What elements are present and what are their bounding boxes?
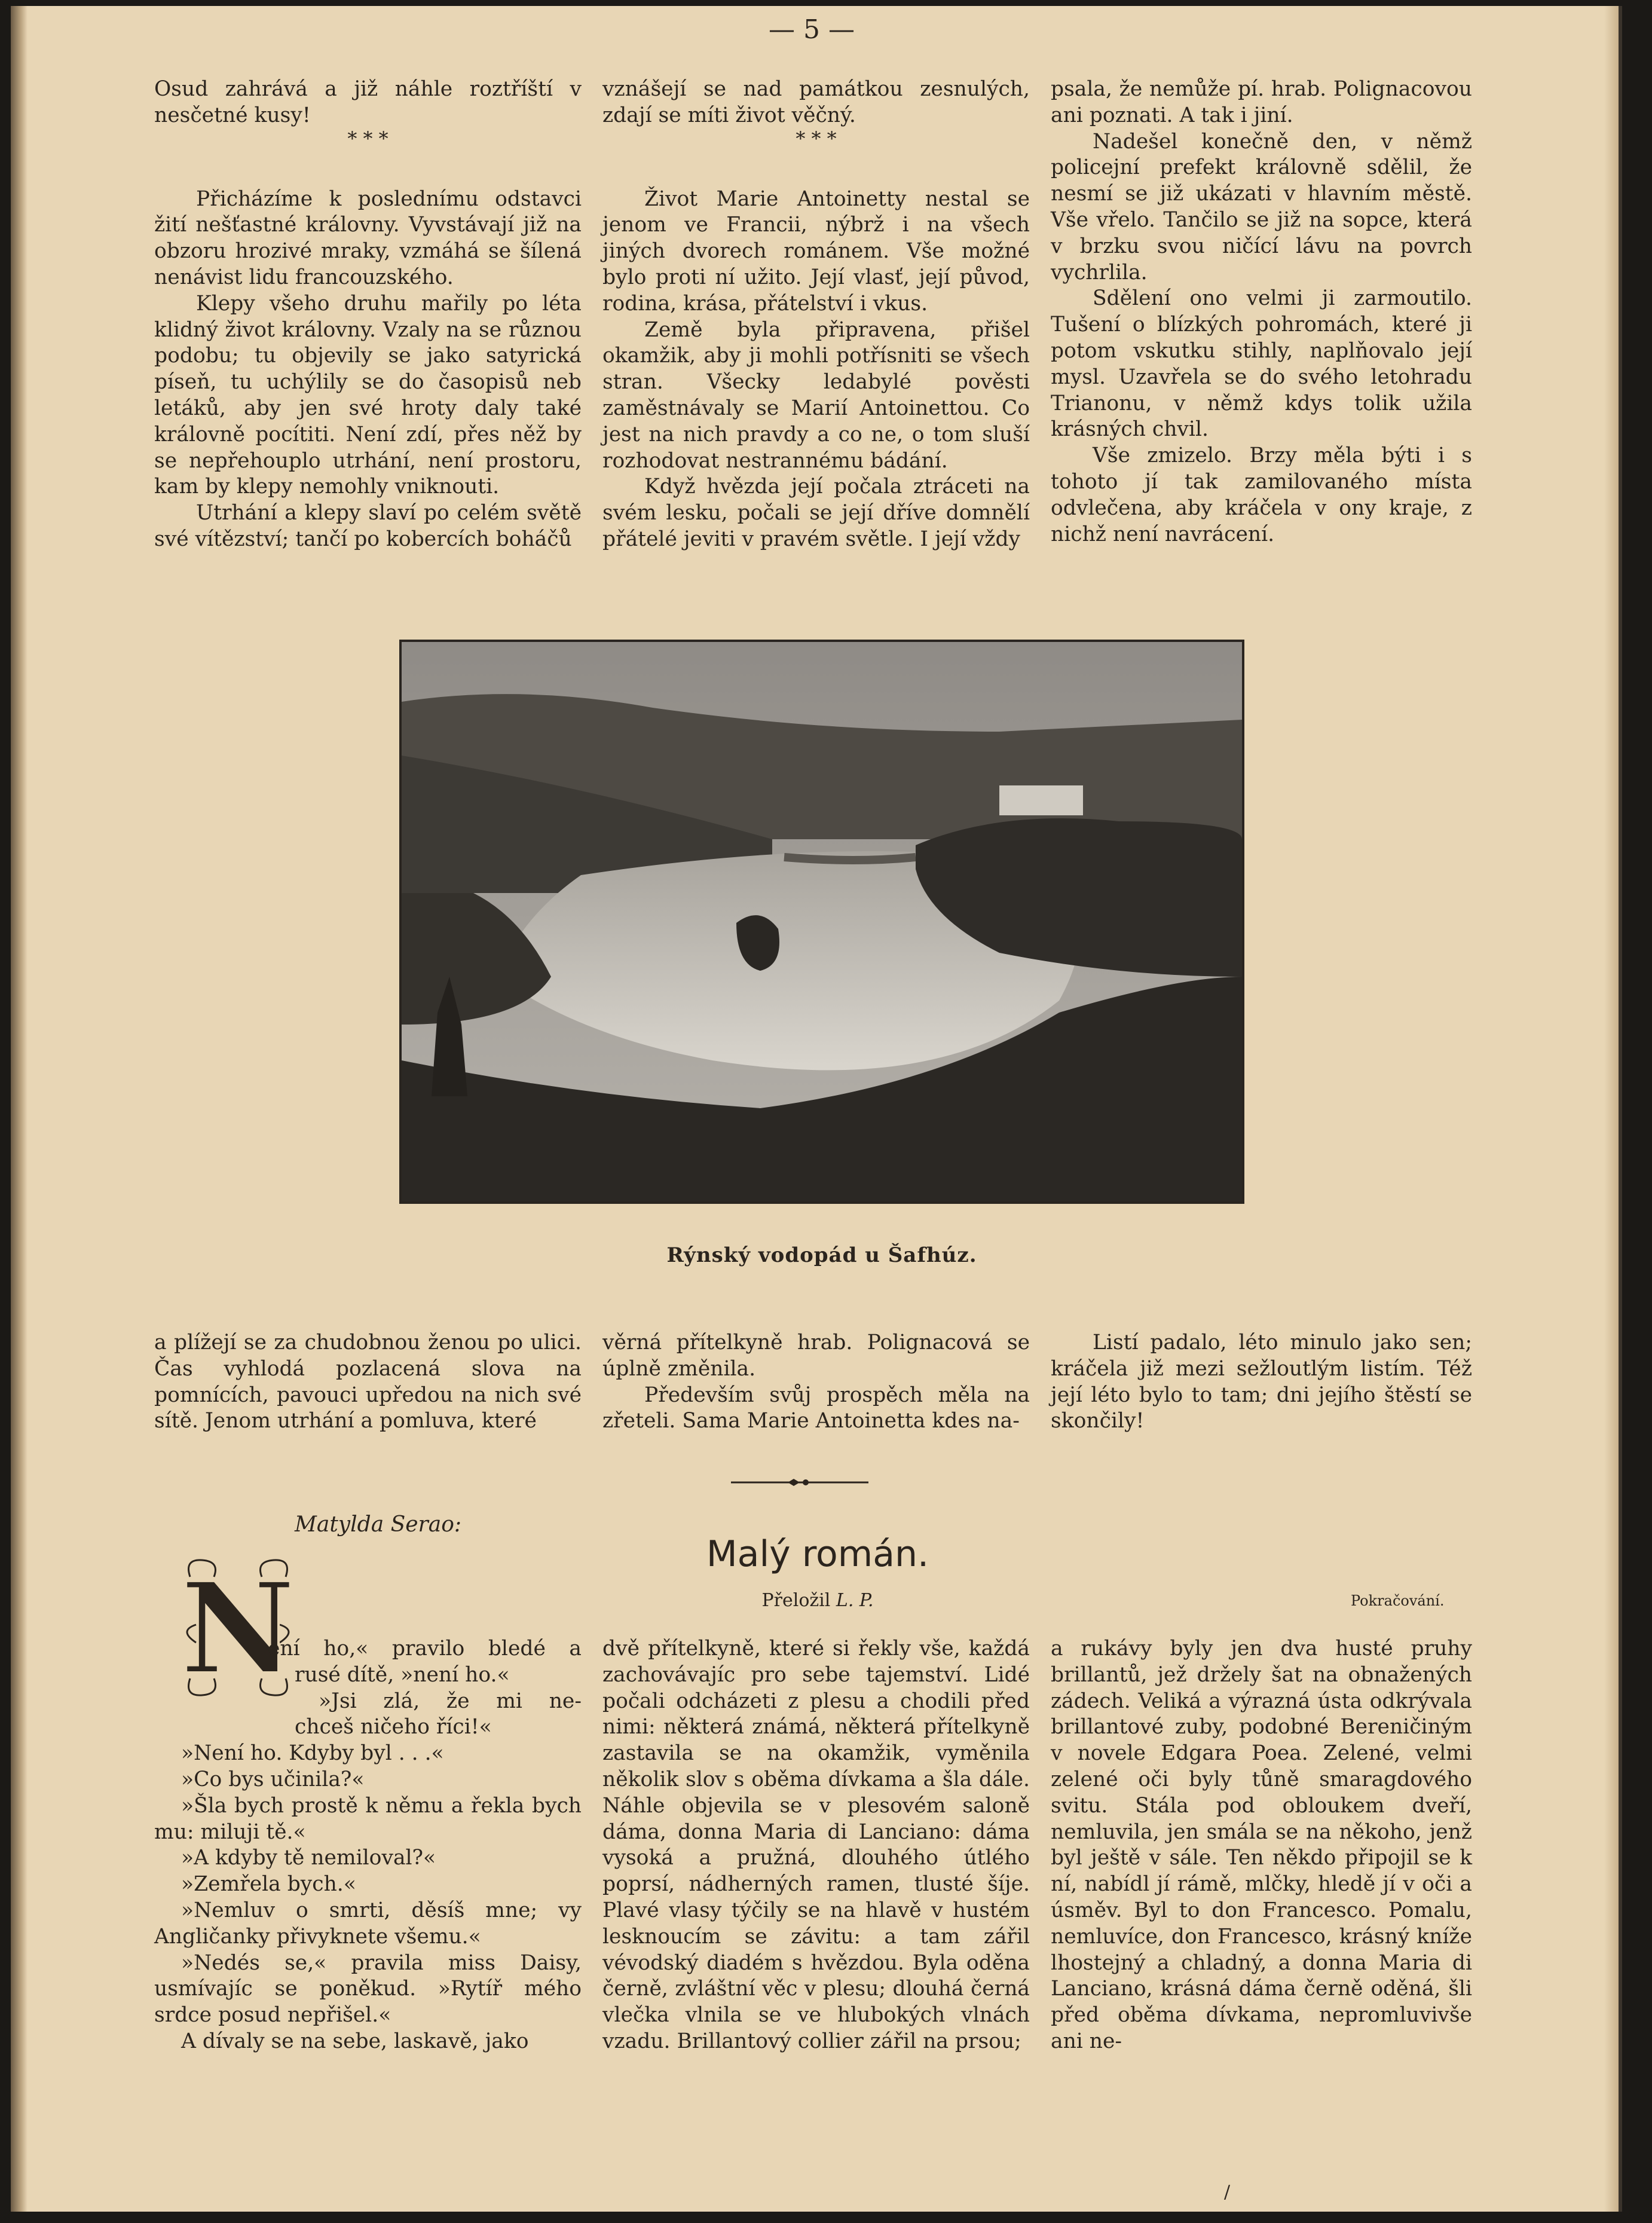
paragraph: Vše zmizelo. Brzy měla býti i s tohoto jí tak zamilovaného místa odvlečena, aby kráčela v ony kraje, z nichž není navrácení. <box>1051 444 1472 546</box>
middle-column-2 <box>602 1330 1030 1435</box>
paragraph: vznášejí se nad památkou zesnulých, zdají se míti život věčný. <box>602 77 1030 127</box>
middle-column-1 <box>154 1330 582 1435</box>
page-number: — 5 — <box>769 14 855 45</box>
middle-column-3 <box>1051 1330 1472 1435</box>
story-column-2 <box>602 1636 1030 2055</box>
dialogue-line: »Nemluv o smrti, děsíš mne; vy Angličanky přivyknete všemu.« <box>154 1898 582 1949</box>
story-author: Matylda Serao: <box>295 1512 462 1537</box>
bridge <box>784 857 916 860</box>
story-title: Malý román. <box>706 1533 929 1575</box>
rhine-falls-image <box>402 642 1242 1201</box>
newspaper-page <box>11 6 1622 2212</box>
paragraph: Listí padalo, léto minulo jako sen; kráčela již mezi sežloutlým listím. Též její léto bylo to tam; dni jejího štěstí se skončily! <box>1051 1331 1472 1433</box>
paragraph: Především svůj prospěch měla na zřeteli. Sama Marie Antoinetta kdes na- <box>602 1383 1030 1433</box>
section-divider-stars: * * * <box>347 127 388 150</box>
paragraph: Život Marie Antoinetty nestal se jenom ve Francii, nýbrž i na všech jiných dvorech románem. Vše možné bylo proti ní užito. Její vlasť, její původ, rodina, krása, přátelství i vkus. <box>602 186 1030 316</box>
photo-caption: Rýnský vodopád u Šafhúz. <box>666 1243 977 1267</box>
text-line: »Jsi zlá, že mi ne- <box>319 1689 582 1713</box>
paragraph: psala, že nemůže pí. hrab. Polignacovou ani poznati. A tak i jiní. <box>1051 77 1472 127</box>
translator-line: Přeložil L. P. <box>761 1590 874 1611</box>
dialogue-line: A dívaly se na sebe, laskavě, jako <box>181 2029 529 2053</box>
paragraph: dvě přítelkyně, které si řekly vše, každá zachovávajíc pro sebe tajemství. Lidé počali odcházeti z plesu a chodili před nimi: některá známá, některá přítelkyně zastavila se na okamžik, vyměnila několik slov s oběma dívkama a šla dále. Náhle objevila se v plesovém saloně dáma, donna Maria di Lanciano: dáma vysoká a pružná, dlouhého útlého poprsí, nádherných ramen, tlusté šíje. Plavé vlasy týčily se na hlavě v hustém lesknoucím se závitu: a tam zářil vévodský diadém s hvězdou. Byla oděna černě, zvláštní věc v plesu; dlouhá černá vlečka vlnila se ve hlubokých vlnách vzadu. Brillantový collier zářil na prsou; <box>602 1637 1030 2053</box>
svg-text:N: N <box>181 1555 295 1702</box>
paragraph: Osud zahrává a již náhle roztříští v nesčetné kusy! <box>154 77 582 127</box>
binding-gutter <box>11 6 27 2212</box>
paragraph: Klepy všeho druhu mařily po léta klidný život královny. Vzaly na se různou podobu; tu objevily se jako satyrická píseň, tu uchýlily se do časopisů neb letáků, aby jen své hroty daly také královně pocítiti. Není zdí, přes něž by se nepřehouplo utrhání, není prostoru, kam by klepy nemohly vniknouti. <box>154 291 582 499</box>
dialogue-line: »Není ho. Kdyby byl . . .« <box>181 1741 444 1766</box>
paragraph: Země byla připravena, přišel okamžik, aby ji mohli potřísniti se všech stran. Všecky ledabylé pověsti zaměstnávaly se Marií Antoinettou. Co jest na nich pravdy a co ne, o tom sluší rozhodovat nestrannému bádání. <box>602 317 1030 473</box>
waterfall-photograph <box>399 640 1244 1204</box>
top-column-1 <box>154 77 582 553</box>
dialogue-line: »Co bys učinila?« <box>181 1767 365 1791</box>
paragraph: Když hvězda její počala ztráceti na svém lesku, počali se její dříve domnělí přátelé jeviti v pravém světle. I její vždy <box>602 475 1030 551</box>
dialogue-line: »A kdyby tě nemiloval?« <box>181 1846 436 1870</box>
dialogue-line: »Šla bych prostě k němu a řekla bych mu: miluji tě.« <box>154 1793 582 1844</box>
continued-label: Pokračování. <box>1351 1592 1445 1609</box>
paragraph: Přicházíme k poslednímu odstavci žití nešťastné královny. Vyvstávají již na obzoru hrozivé mraky, vzmáhá se šílená nenávist lidu francouzského. <box>154 186 582 289</box>
castle-buildings <box>999 785 1083 815</box>
dialogue-line: »Nedés se,« pravila miss Daisy, usmívajíc se poněkud. »Rytíř mého srdce posud nepřišel.« <box>154 1950 582 2028</box>
section-divider-stars: * * * <box>796 127 837 150</box>
top-column-3 <box>1051 77 1472 548</box>
dialogue-line: »Zemřela bych.« <box>181 1872 356 1897</box>
text-line: ení ho,« pravilo bledé a <box>268 1637 582 1661</box>
paragraph: Sdělení ono velmi ji zarmoutilo. Tušení o blízkých pohromách, které ji potom vskutku stihly, naplňovalo její mysl. Uzavřela se do svého letohradu Trianonu, v němž kdys tolik užila krásných chvil. <box>1051 286 1472 442</box>
page-edge <box>1604 6 1619 2212</box>
paragraph: věrná přítelkyně hrab. Polignacová se úplně změnila. <box>602 1331 1030 1381</box>
text-line: rusé dítě, »není ho.« <box>295 1662 510 1687</box>
text-line: chceš ničeho říci!« <box>295 1715 492 1739</box>
paragraph: Utrhání a klepy slaví po celém světě své vítězství; tančí po kobercích boháčů <box>154 501 582 551</box>
paragraph: Nadešel konečně den, v němž policejní prefekt královně sdělil, že nesmí se již ukázati v hlavním městě. Vše vřelo. Tančilo se již na sopce, která v brzku svou ničící lávu na povrch vychrlila. <box>1051 129 1472 285</box>
top-column-2 <box>602 77 1030 553</box>
story-column-1 <box>154 1636 582 2055</box>
stray-mark: / <box>1224 2182 1231 2203</box>
ornamental-rule <box>731 1476 868 1488</box>
dropcap-wrapped-lines <box>268 1636 582 1741</box>
paragraph: a rukávy byly jen dva husté pruhy brillantů, jež držely šat na obnažených zádech. Veliká a výrazná ústa odkrývala brillantové zuby, podobné Bereničiným v novele Edgara Poea. Zelené, velmi zelené oči byly tůně smaragdového svitu. Stála pod obloukem dveří, nemluvila, jen smála se na někoho, jenž byl ještě v sále. Ten někdo připojil se k ní, nabídl jí rámě, mlčky, hledě jí v oči a úsměv. Byl to don Francesco. Pomalu, nemluvíce, don Francesco, krásný kníže lhostejný a chladný, a donna Maria di Lanciano, krásná dáma černě oděná, šli před oběma dívkama, nepromluvivše ani ne- <box>1051 1637 1472 2053</box>
story-column-3 <box>1051 1636 1472 2055</box>
paragraph: a plížejí se za chudobnou ženou po ulici. Čas vyhlodá pozlacená slova na pomnících, pavouci upředou na nich své sítě. Jenom utrhání a pomluva, které <box>154 1331 582 1433</box>
